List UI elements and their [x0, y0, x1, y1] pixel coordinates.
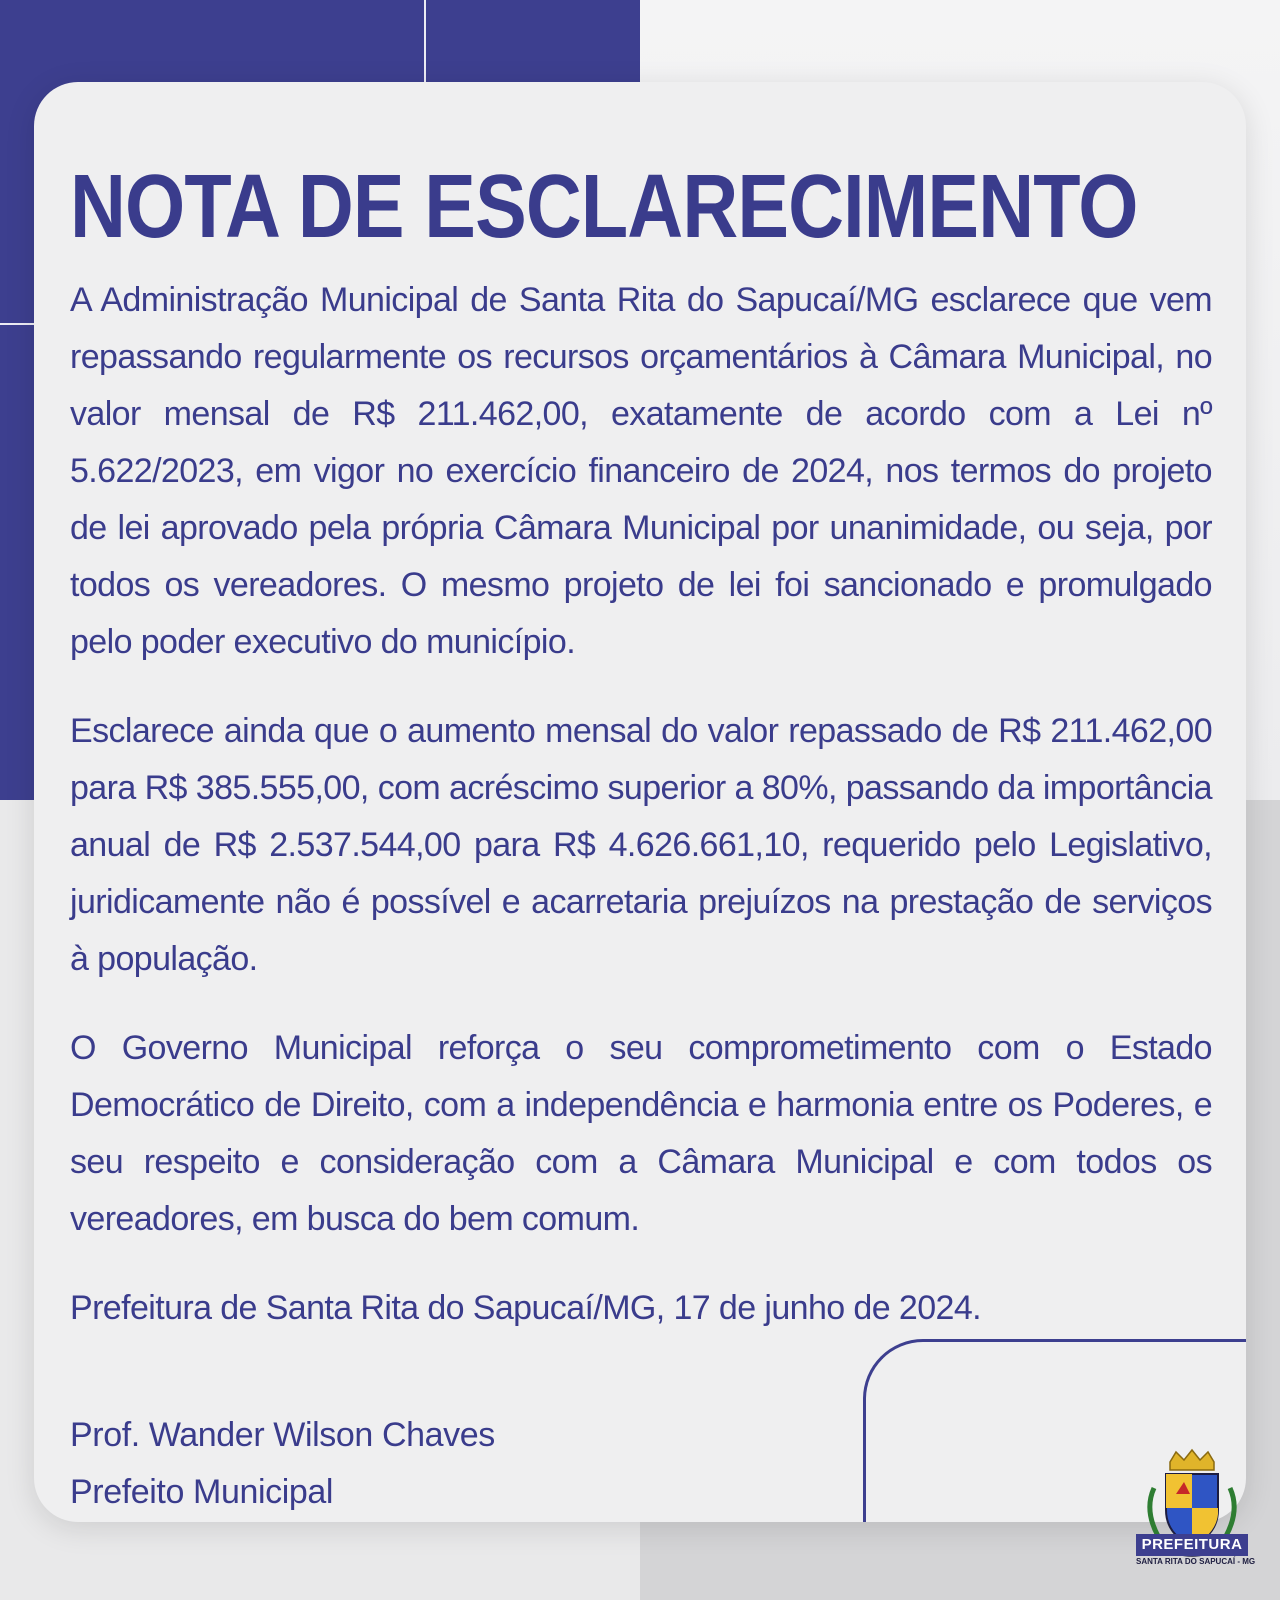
date-line: Prefeitura de Santa Rita do Sapucaí/MG, 17 de junho de 2024.: [70, 1289, 981, 1327]
paragraph-1: A Administração Municipal de Santa Rita do Sapucaí/MG esclarece que vem repassando regularmente os recursos orçamentários à Câmara Municipal, no valor mensal de R$ 211.462,00, exatamente de acordo com a Lei nº 5.622/2023, em vigor no exercício financeiro de 2024, nos termos do projeto de lei aprovado pela própria Câmara Municipal por unanimidade, ou seja, por todos os vereadores. O mesmo projeto de lei foi sancionado e promulgado pelo poder executivo do município.: [70, 281, 1212, 661]
notice-title: NOTA DE ESCLARECIMENTO: [70, 157, 1138, 257]
paragraph-2: Esclarece ainda que o aumento mensal do valor repassado de R$ 211.462,00 para R$ 385.555,00, com acréscimo superior a 80%, passando da importância anual de R$ 2.537.544,00 para R$ 4.626.661,10, requerido pelo Legislativo, juridicamente não é possível e acarretaria prejuízos na prestação de serviços à população.: [70, 712, 1212, 978]
notice-body: [70, 272, 1212, 1521]
prefeitura-logo: [1136, 1534, 1256, 1568]
logo-subtitle: SANTA RITA DO SAPUCAÍ - MG: [1136, 1557, 1256, 1566]
logo-title: PREFEITURA: [1136, 1534, 1248, 1556]
notice-card: [34, 82, 1246, 1522]
signature-name: Prof. Wander Wilson Chaves: [70, 1416, 495, 1454]
signature-role: Prefeito Municipal: [70, 1473, 334, 1511]
paragraph-3: O Governo Municipal reforça o seu comprometimento com o Estado Democrático de Direito, com a independência e harmonia entre os Poderes, e seu respeito e consideração com a Câmara Municipal e com todos os vereadores, em busca do bem comum.: [70, 1029, 1212, 1238]
